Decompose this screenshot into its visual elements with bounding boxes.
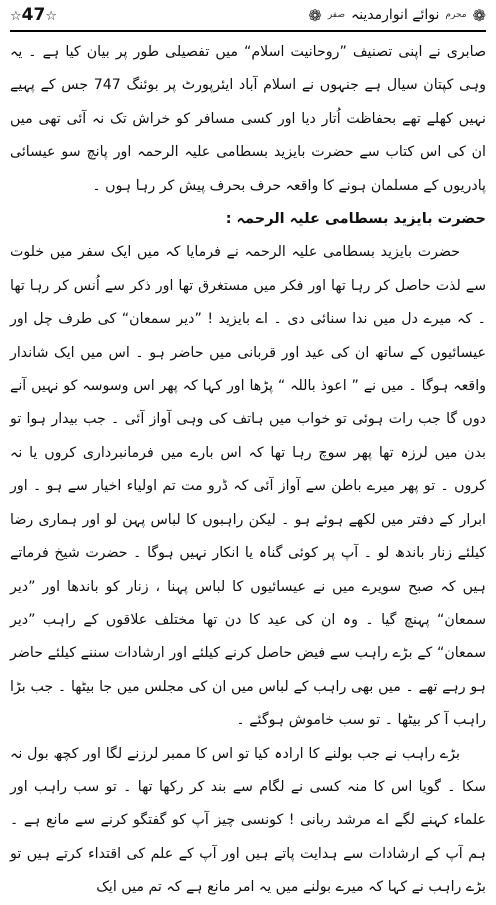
page-number-box [10, 5, 57, 25]
page-number: 47 [21, 5, 46, 25]
paragraph: صابری نے اپنی تصنیف ”روحانیت اسلام“ میں تفصیلی طور پر بیان کیا ہے ۔ یہ وہی کپتان سیال ہے جنہوں نے اسلام آباد ایئرپورٹ پر بوئنگ 747 جس کے پہیے نہیں کھلے تھے بحفاظت اُتار دیا اور کسی مسافر کو خراش تک نہ آئی تھی میں ان کی اس کتاب سے حضرت بایزید بسطامی علیہ الرحمہ اور پانچ سو عیسائی پادریوں کے مسلمان ہونے کا واقعہ حرف بحرف پیش کر رہا ہوں ۔ [10, 44, 486, 194]
flower-ornament-icon: ❁ [472, 5, 486, 25]
paragraph: حضرت بایزید بسطامی علیہ الرحمہ نے فرمایا کہ میں ایک سفر میں خلوت سے لذت حاصل کر رہا تھا اور فکر میں مستغرق تھا اور ذکر سے اُنس کر رہا تھا ۔ کہ میرے دل میں ندا سنائی دی ۔ اے بایزید ! ”دیر سمعان“ کی طرف چل اور عیسائیوں کے ساتھ ان کی عید اور قربانی میں حاضر ہو ۔ اس میں ایک شاندار واقعہ ہوگا ۔ میں نے ” اعوذ باللہ “ پڑھا اور کہا کہ پھر اس وسوسہ کو نہیں آنے دوں گا جب رات ہوئی تو خواب میں ہاتف کی وہی آواز آئی ۔ جب بیدار ہوا تو بدن میں لرزہ تھا پھر سوچ رہا تھا کہ اس بارے میں فرمانبرداری کروں یا نہ کروں ۔ تو پھر میرے باطن سے آواز آئی کہ ڈرو مت تم اولیاء اخیار سے ہو ۔ اور ابرار کے دفتر میں لکھے ہوئے ہو ۔ لیکن راہبوں کا لباس پہن لو اور ہماری رضا کیلئے زنار باندھ لو ۔ آپ پر کوئی گناہ یا انکار نہیں ہوگا ۔ حضرت شیخ فرماتے ہیں کہ صبح سویرے میں نے عیسائیوں کا لباس پہنا ، زنار کو باندھا اور ”دیر سمعان“ پہنچ گیا ۔ وہ ان کی عید کا دن تھا مختلف علاقوں کے راہب ”دیر سمعان“ کے بڑے راہب سے فیض حاصل کرنے کیلئے اور ارشادات سننے کیلئے حاضر ہو رہے تھے ۔ میں بھی راہب کے لباس میں ان کی مجلس میں جا بیٹھا ۔ جب بڑا راہب آ کر بیٹھا ۔ تو سب خاموش ہوگئے ۔ [10, 244, 486, 729]
flower-ornament-icon: ❁ [308, 5, 322, 25]
star-icon: ☆ [10, 9, 22, 24]
page-header [10, 0, 486, 32]
magazine-title: نوائے انوارمدینہ [351, 7, 440, 23]
star-icon: ☆ [45, 9, 57, 24]
running-title [308, 6, 486, 25]
month-label-left: محرم [445, 10, 467, 20]
paragraph: بڑے راہب نے جب بولنے کا ارادہ کیا تو اس کا ممبر لرزنے لگا اور کچھ بول نہ سکا ۔ گویا اس کا منہ کسی نے لگام سے بند کر رکھا تھا ۔ تو سب راہب اور علماء کہنے لگے اے مرشد ربانی ! کونسی چیز آپ کو گفتگو کرنے سے مانع ہے ۔ ہم آپ کے ارشادات سے ہدایت پاتے ہیں اور آپ کے علم کی اقتداء کرتے ہیں تو بڑے راہب نے کہا کہ میرے بولنے میں یہ امر مانع ہے کہ تم میں ایک [10, 745, 486, 896]
month-label-right: صفر [327, 10, 345, 20]
section-heading: حضرت بایزید بسطامی علیہ الرحمہ : [225, 211, 486, 228]
body-text [10, 36, 486, 905]
